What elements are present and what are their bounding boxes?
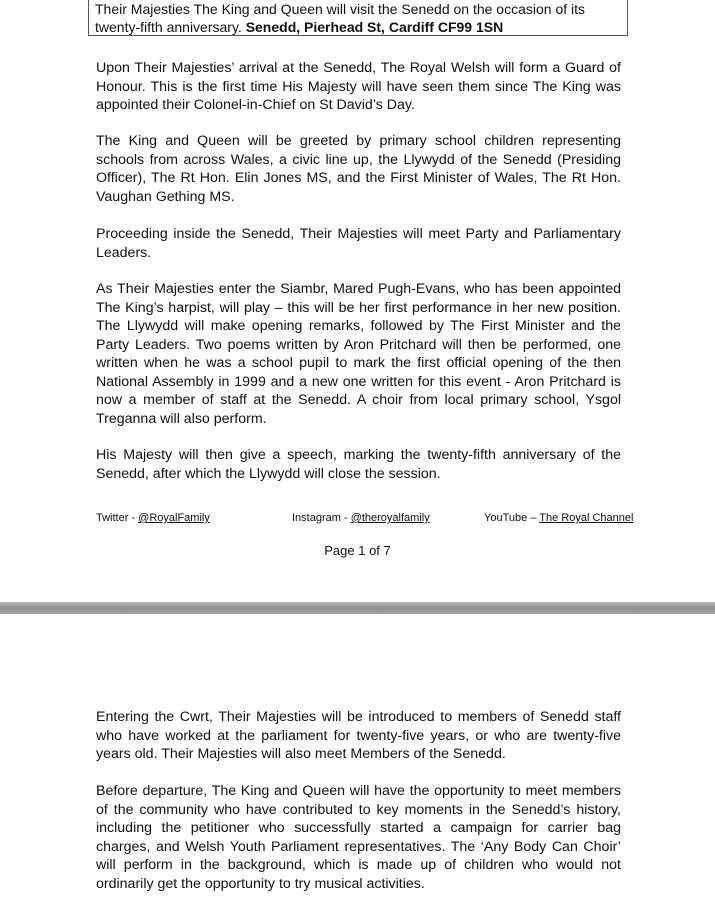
paragraph-speech: His Majesty will then give a speech, marking the twenty-fifth anniversary of the Senedd, after which the Llywydd will close the session. — [96, 447, 621, 482]
instagram-link[interactable]: @theroyalfamily — [350, 512, 430, 524]
paragraph-guard-of-honour: Upon Their Majesties’ arrival at the Senedd, The Royal Welsh will form a Guard of Honour. This is the first time His Majesty will have seen them since The King was appointed their Colonel-in-Chief on St David’s Day. — [96, 60, 621, 113]
youtube-label: YouTube – — [484, 512, 540, 524]
paragraph-cwrt: Entering the Cwrt, Their Majesties will be introduced to members of Senedd staff who have worked at the parliament for twenty-five years, or who are twenty-five years old. Their Majesties will also meet Members of the Senedd. — [96, 709, 621, 762]
paragraph-greeting: The King and Queen will be greeted by primary school children representing schools from across Wales, a civic line up, the Llywydd of the Senedd (Presiding Officer), The Rt Hon. Elin Jones MS, and the First Minister of Wales, The Rt Hon. Vaughan Gething MS. — [96, 133, 621, 205]
paragraph-party-leaders: Proceeding inside the Senedd, Their Majesties will meet Party and Parliamentary Leaders. — [96, 226, 621, 261]
instagram-label: Instagram - — [292, 512, 351, 524]
twitter-label: Twitter - — [96, 512, 139, 524]
header-summary-box — [88, 0, 628, 36]
youtube-credit — [484, 511, 633, 525]
paragraph-siambr: As Their Majesties enter the Siambr, Mared Pugh-Evans, who has been appointed The King’s harpist, will play – this will be her first performance in her new position. The Llywydd will make opening remarks, followed by The First Minister and the Party Leaders. Two poems written by Aron Pritchard will then be performed, one written when he was a school pupil to mark the first official opening of the then National Assembly in 1999 and a new one written for this event - Aron Pritchard is now a member of staff at the Senedd. A choir from local primary school, Ysgol Treganna will also perform. — [96, 281, 621, 427]
twitter-link[interactable]: @RoyalFamily — [138, 512, 210, 524]
instagram-credit — [292, 511, 430, 525]
page-number: Page 1 of 7 — [324, 543, 391, 558]
page-divider — [0, 602, 715, 614]
youtube-link[interactable]: The Royal Channel — [539, 512, 634, 524]
header-address: Senedd, Pierhead St, Cardiff CF99 1SN — [245, 19, 504, 35]
document-page-2 — [0, 614, 715, 900]
twitter-credit — [96, 511, 210, 525]
header-text: Their Majesties The King and Queen will visit the Senedd on the occasion of its twenty-fifth anniversary. — [95, 1, 586, 35]
paragraph-departure: Before departure, The King and Queen will have the opportunity to meet members of the community who have contributed to key moments in the Senedd’s history, including the petitioner who successfully started a campaign for carrier bag charges, and Welsh Youth Parliament representatives. The ‘Any Body Can Choir’ will perform in the background, which is made up of children who would not ordinarily get the opportunity to try musical activities. — [96, 783, 621, 892]
